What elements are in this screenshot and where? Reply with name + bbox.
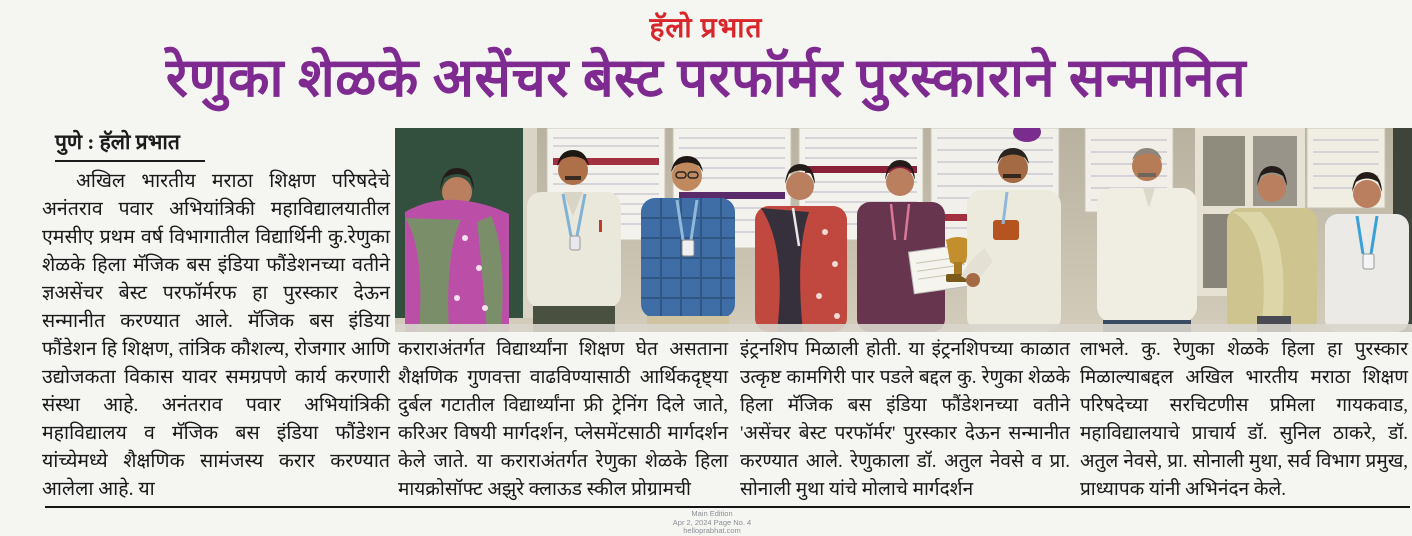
bottom-rule <box>45 506 1410 508</box>
photo-illustration <box>395 128 1412 332</box>
byline: पुणे : हॅलो प्रभात <box>55 130 180 154</box>
headline: रेणुका शेळके असेंचर बेस्ट परफॉर्मर पुरस्काराने सन्मानित <box>165 48 1247 108</box>
footer-date-page: Apr 2, 2024 Page No. 4 <box>672 517 752 527</box>
masthead-title: हॅलो प्रभात <box>649 13 763 44</box>
footer-website: helloprabhat.com <box>683 526 741 535</box>
byline-underline <box>55 160 205 162</box>
photo-floor-strip <box>395 324 1412 332</box>
article-column-3: इंट्रनशिप मिळाली होती. या इंट्रनशिपच्या काळात उत्कृष्ट कामगिरी पार पडले बद्दल कु. रेणुका शेळके हिला मॅजिक बस इंडिया फौंडेशनच्या वतीने 'असेंचर बेस्ट परफॉर्मर' पुरस्कार देऊन सन्मानीत करण्यात आले. रेणुकाला डॉ. अतुल नेवसे व प्रा. सोनाली मुथा यांचे मोलाचे मार्गदर्शन <box>740 339 1070 500</box>
footer-credit <box>0 510 1412 536</box>
article-column-4: लाभले. कु. रेणुका शेळके हिला हा पुरस्कार मिळाल्याबद्दल अखिल भारतीय मराठा शिक्षण परिषदेच्या सरचिटणीस प्रमिला गायकवाड, महाविद्यालयाचे प्राचार्य डॉ. सुनिल ठाकरे, डॉ. अतुल नेवसे, प्रा. सोनाली मुथा, सर्व विभाग प्रमुख, प्राध्यापक यांनी अभिनंदन केले. <box>1080 339 1408 500</box>
article-photo <box>395 128 1412 332</box>
footer-edition: Main Edition <box>691 509 733 518</box>
article-column-2: कराराअंतर्गत विद्यार्थ्यांना शिक्षण घेत असताना शैक्षणिक गुणवत्ता वाढविण्यासाठी आर्थिकदृष्ट्या दुर्बल गटातील विद्यार्थ्यांना फ्री ट्रेनिंग दिले जाते, करिअर विषयी मार्गदर्शन, प्लेसमेंटसाठी मार्गदर्शन केले जाते. या कराराअंतर्गत रेणुका शेळके हिला मायक्रोसॉफ्ट अझुरे क्लाऊड स्कील प्रोग्रामची <box>398 339 728 500</box>
article-column-1: अखिल भारतीय मराठा शिक्षण परिषदेचे अनंतराव पवार अभियांत्रिकी महाविद्यालयातील एमसीए प्रथम वर्ष विभागातील विद्यार्थिनी कु.रेणुका शेळके हिला मॅजिक बस इंडिया फौंडेशनच्या वतीने ज्ञअसेंचर बेस्ट परफॉर्मरफ हा पुरस्कार देऊन सन्मानीत करण्यात आले. मॅजिक बस इंडिया फौंडेशन हि शिक्षण, तांत्रिक कौशल्य, रोजगार आणि उद्योजकता विकास यावर समग्रपणे कार्य करणारी संस्था आहे. अनंतराव पवार अभियांत्रिकी महाविद्यालय व मॅजिक बस इंडिया फौंडेशन यांच्येमध्ये शैक्षणिक सामंजस्य करार करण्यात आलेला आहे. या <box>42 171 390 500</box>
